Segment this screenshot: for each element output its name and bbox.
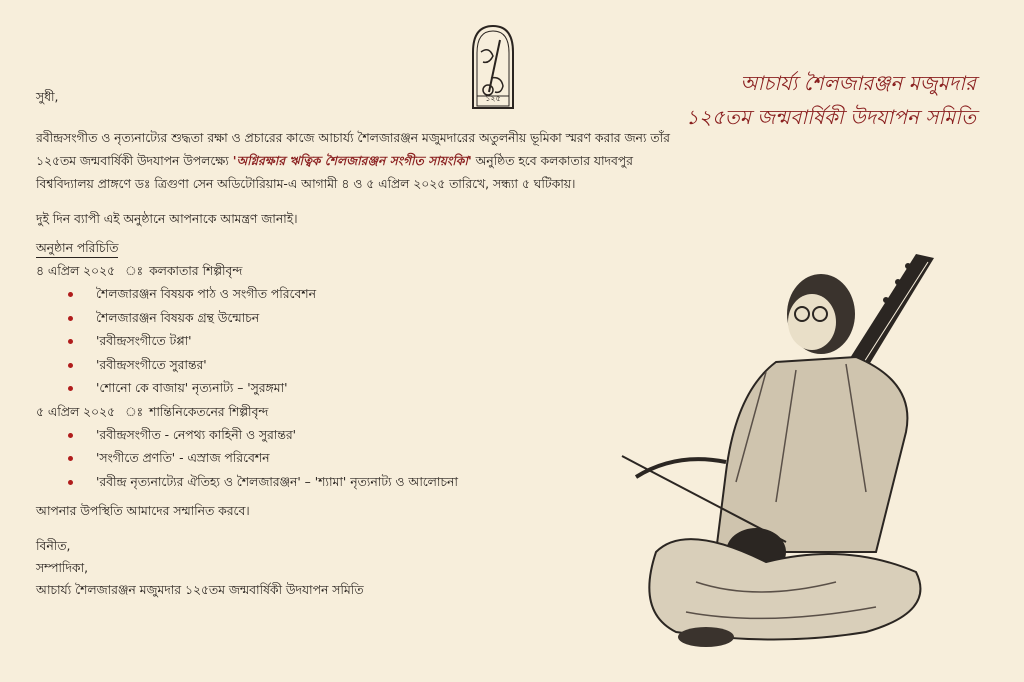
event-title: 'অগ্নিরক্ষার ঋত্বিক শৈলজারঞ্জন সংগীত সায়ংকিা' [232,154,472,168]
invitation-letter [36,86,676,601]
day1-separator: ঃ [124,264,144,278]
sign-off: বিনীত, [36,539,71,553]
bullet-icon [68,433,73,438]
day1-program-list [36,283,676,401]
invitation-paragraph [36,127,676,196]
day2-group: শান্তিনিকেতনের শিল্পীবৃন্দ [149,404,269,419]
list-item: 'রবীন্দ্র নৃত্যনাট্যের ঐতিহ্য ও শৈলজারঞ্জন' – 'শ্যামা' নৃত্যনাট্য ও আলোচনা [68,471,676,495]
musician-portrait [616,252,956,652]
bullet-icon [68,316,73,321]
bullet-icon [68,386,73,391]
signature-block [36,535,676,601]
salutation: সুধী, [36,90,59,104]
day2-separator: ঃ [124,404,144,419]
bullet-icon [68,480,73,485]
paragraph-text-end: অনুষ্ঠিত হবে কলকাতার যাদবপুর বিশ্ববিদ্যালয় প্রাঙ্গণে ডঃ ত্রিগুণা সেন অডিটোরিয়াম-এ আগামী ৪ ও ৫ এপ্রিল ২০২৫ তারিখে, সন্ধ্যা ৫ ঘটিকায়। [36,154,633,191]
committee-title [686,66,976,134]
logo-year: ১২৫ [485,94,501,103]
day1-date: ৪ এপ্রিল ২০২৫ [36,264,115,278]
musician-with-esraj-icon [616,252,956,652]
bullet-icon [68,456,73,461]
bullet-icon [68,339,73,344]
bullet-icon [68,292,73,297]
list-item: 'রবীন্দ্রসংগীত - নেপথ্য কাহিনী ও সুরান্তর' [68,424,676,448]
day1-heading [36,260,676,283]
list-item: শৈলজারঞ্জন বিষয়ক গ্রন্থ উন্মোচন [68,307,676,331]
program-heading: অনুষ্ঠান পরিচিতি [36,239,118,258]
list-item: 'রবীন্দ্রসংগীতে সুরান্তর' [68,354,676,378]
signatory-role: সম্পাদিকা, [36,561,88,575]
committee-title-line2: ১২৫তম জন্মবার্ষিকী উদযাপন সমিতি [685,105,976,129]
day2-program-list [36,424,676,495]
list-item: 'রবীন্দ্রসংগীতে টপ্পা' [68,330,676,354]
list-item: 'শোনো কে বাজায়' নৃত্যনাট্য – 'সুরঙ্গমা' [68,377,676,401]
signatory-organization: আচার্য্য শৈলজারঞ্জন মজুমদার ১২৫তম জন্মবার্ষিকী উদযাপন সমিতি [36,583,364,597]
day2-date: ৫ এপ্রিল ২০২৫ [36,404,115,419]
committee-title-line1: আচার্য্য শৈলজারঞ্জন মজুমদার [740,71,976,95]
bullet-icon [68,363,73,368]
day2-heading [36,401,676,424]
paragraph-text-start: রবীন্দ্রসংগীত ও নৃত্যনাট্যের শুদ্ধতা রক্ষা ও প্রচারের কাজে আচার্য্য শৈলজারঞ্জন মজুমদারের অতুলনীয় ভূমিকা স্মরণ করার জন্য তাঁর ১২৫তম জন্মবার্ষিকী উদযাপন উপলক্ষ্যে [36,131,670,168]
closing-line: আপনার উপস্থিতি আমাদের সম্মানিত করবে। [36,504,250,518]
day1-group: কলকাতার শিল্পীবৃন্দ [149,264,243,278]
list-item: 'সংগীতে প্রণতি' - এস্রাজ পরিবেশন [68,447,676,471]
list-item: শৈলজারঞ্জন বিষয়ক পাঠ ও সংগীত পরিবেশন [68,283,676,307]
invitation-line: দুই দিন ব্যাপী এই অনুষ্ঠানে আপনাকে আমন্ত্রণ জানাই। [36,212,298,226]
